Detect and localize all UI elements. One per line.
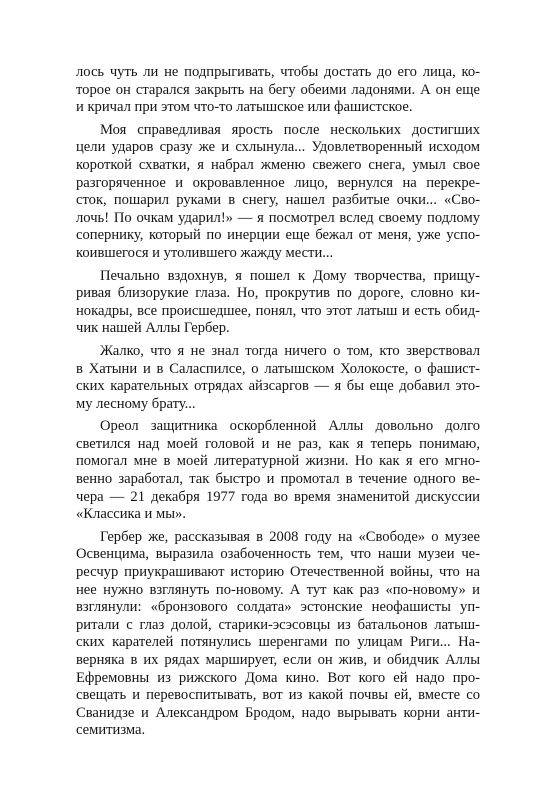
text-line: ских карателей потянулись шеренгами по улицам Риги... На-: [76, 634, 480, 651]
text-line: чера — 21 декабря 1977 года во время знаменитой дискуссии: [76, 488, 480, 505]
text-line: Печально вздохнув, я пошел к Дому творчества, прищу-: [100, 267, 480, 284]
text-line: цели ударов сразу же и схлынула... Удовлетворенный исходом: [76, 139, 480, 156]
paragraph: [76, 268, 480, 338]
page-text: [76, 64, 480, 740]
text-line: свещать и перевоспитывать, вот из какой почвы ей, вместе со: [76, 687, 480, 704]
text-line: сток, пошарил руками в снегу, нашел разбитые очки... «Сво-: [76, 192, 480, 209]
text-line: лось чуть ли не подпрыгивать, чтобы достать до его лица, ко-: [76, 64, 480, 80]
text-line: сопернику, который по инерции еще бежал от меня, уже успо-: [76, 227, 480, 244]
text-line: нее нужно взглянуть по-новому. А тут как раз «по-новому» и: [76, 581, 480, 598]
paragraph: [76, 64, 480, 117]
text-line: короткой схватки, я набрал жменю свежего снега, умыл свое: [76, 156, 480, 173]
text-line: светился над моей головой и не раз, как я теперь понимаю,: [76, 435, 480, 452]
text-line: ских карательных отрядах айзсаргов — я бы еще добавил это-: [76, 378, 480, 395]
text-line: семитизма.: [76, 722, 146, 739]
text-line: Гербер же, рассказывая в 2008 году на «Свободе» о музее: [100, 528, 480, 545]
paragraph: [76, 529, 480, 740]
text-line: венно заработал, так быстро и промотал в течение одного ве-: [76, 471, 480, 488]
text-line: Сванидзе и Александром Бродом, надо вырывать корни анти-: [76, 704, 480, 721]
text-line: верняка в их рядах марширует, если он жив, и обидчик Аллы: [76, 652, 480, 668]
text-line: помогал мне в моей литературной жизни. Но как я его мгно-: [76, 453, 480, 470]
text-line: лочь! По очкам ударил!» — я посмотрел вслед своему подлому: [76, 209, 480, 226]
text-line: Ореол защитника оскорбленной Аллы довольно долго: [100, 418, 480, 435]
text-line: Освенцима, выразила озабоченность тем, что наши музеи че-: [76, 546, 480, 563]
text-line: в Хатыни и в Саласпилсе, о латышском Холокосте, о фашист-: [76, 360, 480, 377]
text-line: чик нашей Аллы Гербер.: [76, 320, 230, 337]
text-line: Жалко, что я не знал тогда ничего о том, кто зверствовал: [100, 342, 480, 359]
text-line: му лесному брату...: [76, 395, 196, 412]
paragraph: [76, 418, 480, 524]
text-line: взглянули: «бронзового солдата» эстонские неофашисты уп-: [76, 599, 480, 616]
paragraph: [76, 343, 480, 413]
paragraph: [76, 122, 480, 263]
text-line: ресчур приукрашивают историю Отечественной войны, что на: [76, 564, 480, 581]
text-line: ритали с глаз долой, старики-эсэсовцы из батальонов латыш-: [76, 616, 480, 633]
text-line: Моя справедливая ярость после нескольких достигших: [100, 121, 480, 138]
text-line: Ефремовны из рижского Дома кино. Вот кого ей надо про-: [76, 669, 480, 686]
text-line: нокадры, все происшедшее, понял, что этот латыш и есть обид-: [76, 302, 480, 319]
text-line: торое он старался закрыть на бегу обеими ладонями. А он еще: [76, 81, 480, 98]
text-line: коившегося и утолившего жажду мести...: [76, 244, 334, 261]
text-line: разгоряченное и окровавленное лицо, вернулся на перекре-: [76, 174, 480, 191]
text-line: ривая близорукие глаза. Но, прокрутив по дороге, словно ки-: [76, 285, 480, 302]
text-line: и кричал при этом что-то латышское или фашистское.: [76, 99, 413, 116]
text-line: «Классика и мы».: [76, 506, 186, 523]
